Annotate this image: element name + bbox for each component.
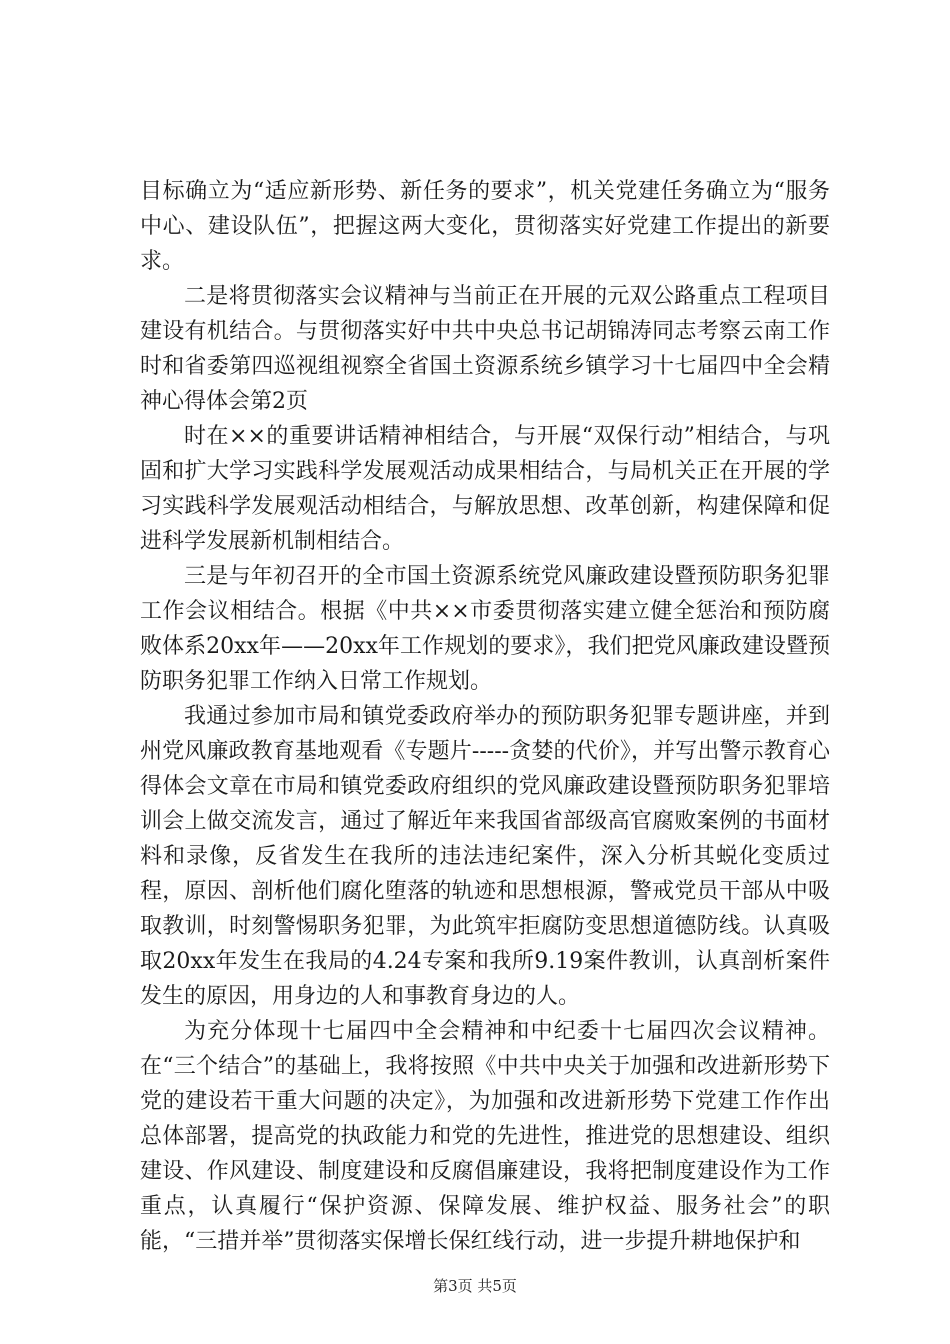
paragraph-continuation: 目标确立为“适应新形势、新任务的要求”，机关党建任务确立为“服务中心、建设队伍”，把握这两大变化，贯彻落实好党建工作提出的新要求。 (140, 179, 830, 274)
page-footer: 第3页 共5页 (433, 1277, 517, 1295)
paragraph: 为充分体现十七届四中全会精神和中纪委十七届四次会议精神。在“三个结合”的基础上，我将按照《中共中央关于加强和改进新形势下党的建设若干重大问题的决定》，为加强和改进新形势下党建工作作出总体部署，提高党的执政能力和党的先进性，推进党的思想建设、组织建设、作风建设、制度建设和反腐倡廉建设，我将把制度建设作为工作重点，认真履行“保护资源、保障发展、维护权益、服务社会”的职能，“三措并举”贯彻落实保增长保红线行动，进一步提升耕地保护和 (140, 1019, 830, 1254)
paragraph: 三是与年初召开的全市国土资源系统党风廉政建设暨预防职务犯罪工作会议相结合。根据《中共××市委贯彻落实建立健全惩治和预防腐败体系20xx年——20xx年工作规划的要求》，我们把党风廉政建设暨预防职务犯罪工作纳入日常工作规划。 (140, 564, 830, 694)
paragraph: 我通过参加市局和镇党委政府举办的预防职务犯罪专题讲座，并到州党风廉政教育基地观看《专题片-----贪婪的代价》，并写出警示教育心得体会文章在市局和镇党委政府组织的党风廉政建设暨预防职务犯罪培训会上做交流发言，通过了解近年来我国省部级高官腐败案例的书面材料和录像，反省发生在我所的违法违纪案件，深入分析其蜕化变质过程，原因、剖析他们腐化堕落的轨迹和思想根源，警戒党员干部从中吸取教训，时刻警惕职务犯罪，为此筑牢拒腐防变思想道德防线。认真吸取20xx年发生在我局的4.24专案和我所9.19案件教训，认真剖析案件发生的原因，用身边的人和事教育身边的人。 (140, 704, 830, 1009)
paragraph: 二是将贯彻落实会议精神与当前正在开展的元双公路重点工程项目建设有机结合。与贯彻落实好中共中央总书记胡锦涛同志考察云南工作时和省委第四巡视组视察全省国土资源系统乡镇学习十七届四中全会精神心得体会第2页 (140, 284, 830, 414)
document-body (140, 174, 830, 1259)
paragraph: 时在××的重要讲话精神相结合，与开展“双保行动”相结合，与巩固和扩大学习实践科学发展观活动成果相结合，与局机关正在开展的学习实践科学发展观活动相结合，与解放思想、改革创新，构建保障和促进科学发展新机制相结合。 (140, 424, 830, 554)
